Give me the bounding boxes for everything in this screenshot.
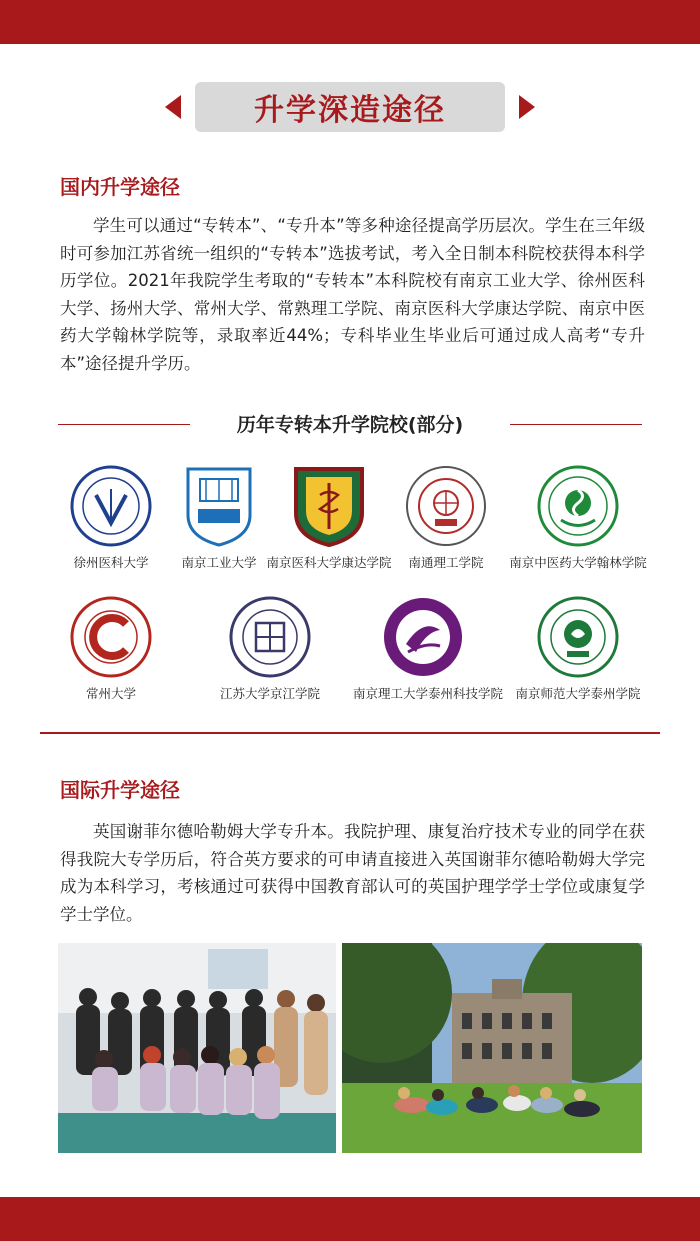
- school-label: 南京医科大学康达学院: [266, 555, 392, 570]
- international-heading: 国际升学途径: [60, 778, 180, 802]
- school-nantong: [376, 465, 516, 571]
- school-changzhou: [41, 596, 181, 702]
- group-photo-indoor: [58, 943, 336, 1153]
- school-taizhou-tech: [353, 596, 504, 702]
- school-label: 江苏大学京江学院: [219, 686, 320, 701]
- school-label: 南京理工大学泰州科技学院: [353, 686, 504, 701]
- school-label: 南京工业大学: [181, 555, 257, 570]
- jingjiang-logo-icon: [229, 596, 311, 678]
- campus-lawn-photo: [342, 943, 642, 1153]
- heading-rule-right: [510, 424, 642, 425]
- section-divider: [40, 732, 660, 734]
- schools-heading-row: [0, 410, 700, 440]
- nantong-logo-icon: [405, 465, 487, 547]
- changzhou-logo-icon: [70, 596, 152, 678]
- xuzhou-medical-logo-icon: [70, 465, 152, 547]
- school-taizhou-normal: [508, 596, 648, 702]
- left-arrow-icon: [165, 95, 181, 119]
- hanlin-logo-icon: [537, 465, 619, 547]
- school-hanlin: [508, 465, 648, 571]
- title-box: [195, 82, 505, 132]
- school-label: 南京师范大学泰州学院: [515, 686, 641, 701]
- page-title: 升学深造途径: [254, 93, 446, 128]
- title-banner: [0, 82, 700, 134]
- bottom-band: [0, 1197, 700, 1241]
- school-label: 常州大学: [85, 686, 136, 701]
- schools-heading: 历年专转本升学院校(部分): [236, 414, 464, 436]
- school-label: 南通理工学院: [408, 555, 484, 570]
- international-paragraph: 英国谢菲尔德哈勒姆大学专升本。我院护理、康复治疗技术专业的同学在获得我院大专学历后，符合英方要求的可申请直接进入英国谢菲尔德哈勒姆大学完成为本科学习，考核通过可获得中国教育部认可的英国护理学学士学位或康复学学士学位。: [60, 822, 645, 924]
- heading-rule-left: [58, 424, 190, 425]
- kangda-logo-icon: [288, 465, 370, 547]
- domestic-heading: 国内升学途径: [60, 175, 180, 199]
- group-photo-image: [58, 943, 336, 1153]
- right-arrow-icon: [519, 95, 535, 119]
- school-jingjiang: [200, 596, 340, 702]
- school-label: 南京中医药大学翰林学院: [509, 555, 647, 570]
- nanjing-tech-logo-icon: [178, 465, 260, 547]
- campus-photo-image: [342, 943, 642, 1153]
- school-label: 徐州医科大学: [73, 555, 149, 570]
- domestic-paragraph: 学生可以通过“专转本”、“专升本”等多种途径提高学历层次。学生在三年级时可参加江苏省统一组织的“专转本”选拔考试，考入全日制本科院校获得本科学历学位。2021年我院学生考取的“专转本”本科院校有南京工业大学、徐州医科大学、扬州大学、常州大学、常熟理工学院、南京医科大学康达学院、南京中医药大学翰林学院等，录取率近44%；专科毕业生毕业后可通过成人高考“专升本”途径提升学历。: [60, 216, 645, 373]
- top-band: [0, 0, 700, 44]
- taizhou-tech-logo-icon: [382, 596, 464, 678]
- taizhou-normal-logo-icon: [537, 596, 619, 678]
